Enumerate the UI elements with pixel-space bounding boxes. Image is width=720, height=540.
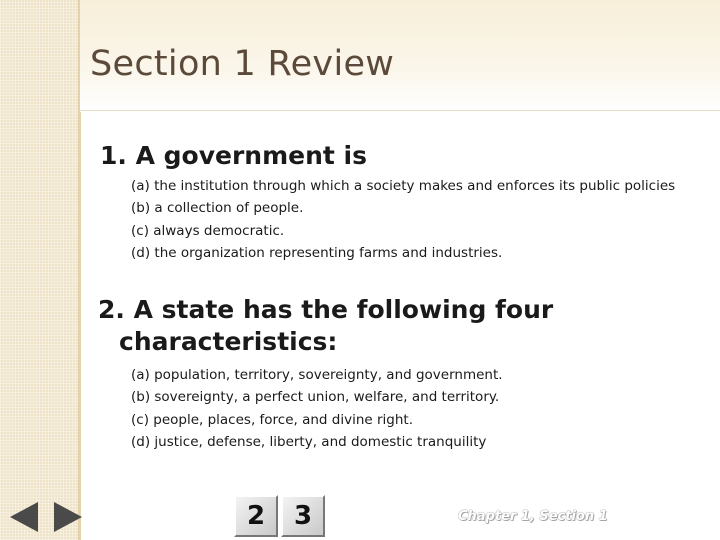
question-2-option-b: (b) sovereignty, a perfect union, welfare, and territory. [131,389,500,406]
page-button-2[interactable]: 2 [234,495,278,537]
question-1-option-c: (c) always democratic. [131,222,285,239]
question-2-options [131,364,503,453]
question-1-prompt: 1. A government is [100,141,368,170]
next-slide-button[interactable] [48,497,88,537]
question-2-option-a: (a) population, territory, sovereignty, and government. [131,367,503,383]
chapter-section-footer: Chapter 1, Section 1 [458,509,608,524]
title-divider [80,110,720,111]
question-1-option-a: (a) the institution through which a society makes and enforces its public policies [131,178,676,194]
page-button-3[interactable]: 3 [281,495,325,537]
question-2-prompt [98,294,618,358]
question-2-option-d: (d) justice, defense, liberty, and domestic tranquility [131,433,487,450]
previous-slide-button[interactable] [4,497,44,537]
question-1-option-b: (b) a collection of people. [131,200,304,217]
arrow-right-icon [54,502,82,532]
question-2-option-c: (c) people, places, force, and divine right. [131,411,414,428]
question-1-option-d: (d) the organization representing farms and industries. [131,244,503,261]
decorative-left-band [0,0,80,540]
question-2-prompt-line-2: characteristics: [119,327,338,356]
slide-title: Section 1 Review [90,44,395,84]
arrow-left-icon [10,502,38,532]
question-2-prompt-line-1: 2. A state has the following four [98,295,554,324]
question-1-options [131,175,675,264]
